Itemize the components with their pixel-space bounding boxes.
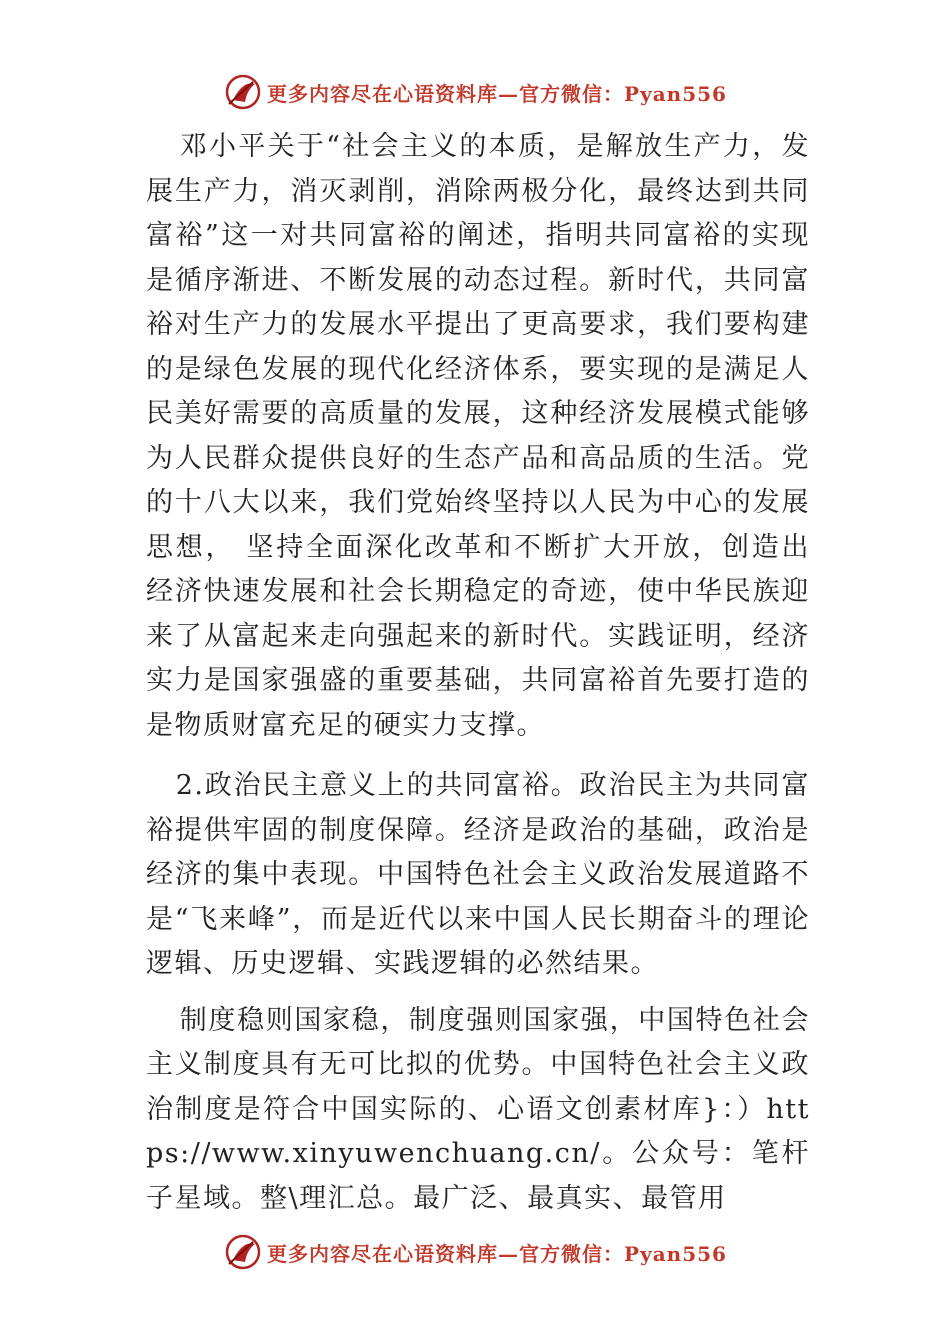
- header-watermark-banner: [0, 70, 950, 114]
- watermark-text: 更多内容尽在心语资料库—官方微信：Pyan556: [267, 81, 727, 106]
- paragraph-political-democracy: 2.政治民主意义上的共同富裕。政治民主为共同富裕提供牢固的制度保障。经济是政治的基础，政治是经济的集中表现。中国特色社会主义政治发展道路不是“飞来峰”，而是近代以来中国人民长期奋斗的理论逻辑、历史逻辑、实践逻辑的必然结果。: [146, 770, 810, 979]
- paragraph-common-prosperity-productivity: 邓小平关于“社会主义的本质，是解放生产力，发展生产力，消灭剥削，消除两极分化，最终达到共同富裕”这一对共同富裕的阐述，指明共同富裕的实现是循序渐进、不断发展的动态过程。新时代，共同富裕对生产力的发展水平提出了更高要求，我们要构建的是绿色发展的现代化经济体系，要实现的是满足人民美好需要的高质量的发展，这种经济发展模式能够为人民群众提供良好的生态产品和高品质的生活。党的十八大以来，我们党始终坚持以人民为中心的发展思想， 坚持全面深化改革和不断扩大开放，创造出经济快速发展和社会长期稳定的奇迹，使中华民族迎来了从富起来走向强起来的新时代。实践证明，经济实力是国家强盛的重要基础，共同富裕首先要打造的是物质财富充足的硬实力支撑。: [146, 131, 810, 741]
- document-body: [146, 125, 810, 1221]
- logo-icon: [223, 72, 263, 112]
- paragraph-system-advantage: 制度稳则国家稳，制度强则国家强，中国特色社会主义制度具有无可比拟的优势。中国特色社会主义政治制度是符合中国实际的、心语文创素材库}：）https://www.xinyuwenchuang.cn/。公众号：笔杆子星域。整\理汇总。最广泛、最真实、最管用: [146, 1004, 810, 1214]
- logo-icon: [223, 1232, 263, 1272]
- watermark-text: 更多内容尽在心语资料库—官方微信：Pyan556: [267, 1241, 727, 1266]
- footer-watermark-banner: [0, 1230, 950, 1274]
